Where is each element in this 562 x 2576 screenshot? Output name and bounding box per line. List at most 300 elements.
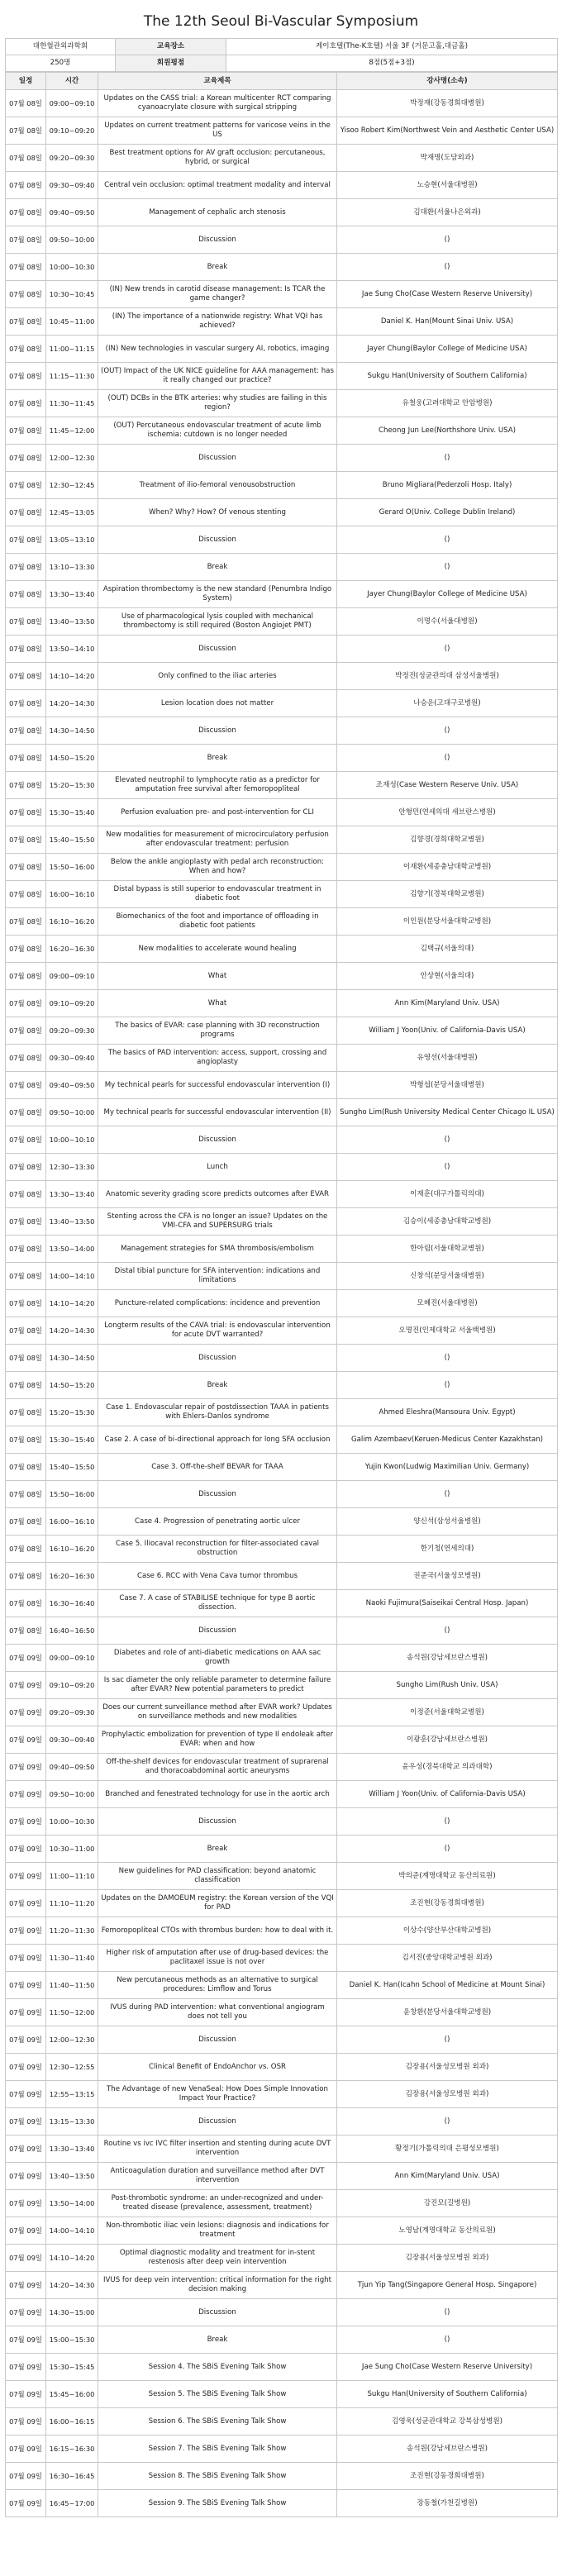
- session-date: 07월 09일: [6, 1863, 46, 1890]
- session-speaker: 유철웅(고려대학교 안암병원): [337, 390, 558, 417]
- session-title: Distal tibial puncture for SFA intervention: indications and limitations: [98, 1263, 337, 1290]
- session-speaker: 윤창환(분당서울대학교병원): [337, 1999, 558, 2026]
- session-time: 14:50~15:20: [46, 1372, 98, 1399]
- session-title: Discussion: [98, 2299, 337, 2326]
- session-date: 07월 08일: [6, 799, 46, 826]
- session-date: 07월 09일: [6, 1836, 46, 1863]
- session-title: (IN) New trends in carotid disease management: Is TCAR the game changer?: [98, 281, 337, 308]
- session-time: 09:30~09:40: [46, 172, 98, 199]
- session-speaker: Tjun Yip Tang(Singapore General Hosp. Singapore): [337, 2272, 558, 2299]
- session-speaker: 이정준(서울대학교병원): [337, 1699, 558, 1726]
- session-title: Femoropopliteal CTOs with thrombus burden: how to deal with it.: [98, 1917, 337, 1945]
- table-row: [6, 308, 558, 336]
- table-row: [6, 1454, 558, 1481]
- table-row: [6, 226, 558, 254]
- session-speaker: 이재훈(대구가톨릭의대): [337, 1181, 558, 1208]
- table-row: [6, 1890, 558, 1917]
- session-date: 07월 09일: [6, 1999, 46, 2026]
- table-row: [6, 745, 558, 772]
- session-date: 07월 08일: [6, 554, 46, 581]
- session-time: 13:40~13:50: [46, 2163, 98, 2190]
- table-row: [6, 1917, 558, 1945]
- session-time: 13:30~13:40: [46, 581, 98, 608]
- table-row: [6, 1045, 558, 1072]
- table-row: [6, 1536, 558, 1563]
- session-date: 07월 08일: [6, 363, 46, 390]
- session-time: 15:50~16:00: [46, 854, 98, 881]
- session-time: 11:30~11:45: [46, 390, 98, 417]
- session-title: My technical pearls for successful endovascular intervention (I): [98, 1072, 337, 1099]
- session-speaker: Galim Azembaev(Keruen-Medicus Center Kazakhstan): [337, 1426, 558, 1454]
- session-time: 09:40~09:50: [46, 199, 98, 226]
- session-title: Case 7. A case of STABILISE technique for type B aortic dissection.: [98, 1590, 337, 1617]
- session-speaker: Ann Kim(Maryland Univ. USA): [337, 2163, 558, 2190]
- session-title: New modalities for measurement of microcirculatory perfusion after endovascular treatment: perfusion: [98, 826, 337, 854]
- session-speaker: Cheong Jun Lee(Northshore Univ. USA): [337, 417, 558, 445]
- session-date: 07월 08일: [6, 826, 46, 854]
- session-time: 10:00~10:30: [46, 1808, 98, 1836]
- session-title: When? Why? How? Of venous stenting: [98, 499, 337, 526]
- header-speaker: 강사명(소속): [337, 73, 558, 90]
- session-time: 16:30~16:40: [46, 1590, 98, 1617]
- session-title: Case 5. Iliocaval reconstruction for filter-associated caval obstruction: [98, 1536, 337, 1563]
- header-title: 교육제목: [98, 73, 337, 90]
- session-speaker: 이명수(서울대병원): [337, 608, 558, 636]
- session-time: 09:00~09:10: [46, 1645, 98, 1672]
- session-title: Discussion: [98, 445, 337, 472]
- session-date: 07월 09일: [6, 1917, 46, 1945]
- session-time: 15:20~15:30: [46, 1399, 98, 1426]
- session-title: Optimal diagnostic modality and treatment for in-stent restenosis after deep vein intervention: [98, 2245, 337, 2272]
- session-date: 07월 08일: [6, 1399, 46, 1426]
- session-date: 07월 09일: [6, 2463, 46, 2490]
- table-row: [6, 2054, 558, 2081]
- session-date: 07월 08일: [6, 1208, 46, 1236]
- session-time: 14:10~14:20: [46, 2245, 98, 2272]
- session-speaker: (): [337, 1372, 558, 1399]
- session-time: 15:30~15:45: [46, 2354, 98, 2381]
- session-speaker: (): [337, 745, 558, 772]
- session-title: (IN) The importance of a nationwide registry: What VQI has achieved?: [98, 308, 337, 336]
- table-row: [6, 1563, 558, 1590]
- session-time: 12:45~13:05: [46, 499, 98, 526]
- table-row: [6, 1399, 558, 1426]
- session-title: New modalities to accelerate wound healing: [98, 936, 337, 963]
- session-time: 10:45~11:00: [46, 308, 98, 336]
- table-row: [6, 936, 558, 963]
- session-time: 11:40~11:50: [46, 1972, 98, 1999]
- session-title: Management strategies for SMA thrombosis/embolism: [98, 1236, 337, 1263]
- session-title: Case 2. A case of bi-directional approach for long SFA occlusion: [98, 1426, 337, 1454]
- session-speaker: 조재성(Case Western Reserve Univ. USA): [337, 772, 558, 799]
- table-row: [6, 1126, 558, 1154]
- session-title: Session 9. The SBiS Evening Talk Show: [98, 2490, 337, 2517]
- page: [5, 0, 557, 2517]
- table-row: [6, 2108, 558, 2136]
- table-row: [6, 1290, 558, 1317]
- table-row: [6, 1099, 558, 1126]
- session-time: 12:30~12:45: [46, 472, 98, 499]
- session-date: 07월 08일: [6, 663, 46, 690]
- session-time: 09:50~10:00: [46, 1781, 98, 1808]
- session-speaker: Sukgu Han(University of Southern California): [337, 363, 558, 390]
- session-time: 10:30~10:45: [46, 281, 98, 308]
- session-time: 15:40~15:50: [46, 1454, 98, 1481]
- table-row: [6, 1508, 558, 1536]
- session-date: 07월 08일: [6, 226, 46, 254]
- session-date: 07월 08일: [6, 963, 46, 990]
- session-speaker: 양신석(삼성서울병원): [337, 1508, 558, 1536]
- session-title: Discussion: [98, 226, 337, 254]
- session-speaker: 김장용(서울성모병원 외과): [337, 2054, 558, 2081]
- session-speaker: 김대환(서울나은외과): [337, 199, 558, 226]
- session-title: The basics of PAD intervention: access, support, crossing and angioplasty: [98, 1045, 337, 1072]
- session-title: Break: [98, 1372, 337, 1399]
- session-time: 15:00~15:30: [46, 2326, 98, 2354]
- session-speaker: 오명진(인제대학교 서울백병원): [337, 1317, 558, 1345]
- table-row: [6, 1808, 558, 1836]
- session-time: 09:00~09:10: [46, 963, 98, 990]
- header-row: [6, 73, 558, 90]
- session-time: 09:50~10:00: [46, 226, 98, 254]
- table-row: [6, 881, 558, 908]
- session-title: Updates on the CASS trial: a Korean multicenter RCT comparing cyanoacrylate closure with surgical stripping: [98, 90, 337, 117]
- session-title: Break: [98, 745, 337, 772]
- session-speaker: (): [337, 1481, 558, 1508]
- session-time: 10:00~10:10: [46, 1126, 98, 1154]
- session-title: Lesion location does not matter: [98, 690, 337, 717]
- session-speaker: 신창석(분당서울대병원): [337, 1263, 558, 1290]
- session-date: 07월 08일: [6, 745, 46, 772]
- session-speaker: (): [337, 1126, 558, 1154]
- table-row: [6, 472, 558, 499]
- session-title: Is sac diameter the only reliable parameter to determine failure after EVAR? New potential parameters to predict: [98, 1672, 337, 1699]
- session-date: 07월 08일: [6, 1508, 46, 1536]
- session-title: Session 5. The SBiS Evening Talk Show: [98, 2381, 337, 2408]
- session-speaker: Sukgu Han(University of Southern California): [337, 2381, 558, 2408]
- session-time: 16:20~16:30: [46, 1563, 98, 1590]
- session-speaker: Gerard O(Univ. College Dublin Ireland): [337, 499, 558, 526]
- session-time: 09:30~09:40: [46, 1045, 98, 1072]
- table-row: [6, 1017, 558, 1045]
- session-date: 07월 09일: [6, 2026, 46, 2054]
- session-speaker: 이인원(분당서울대학교병원): [337, 908, 558, 936]
- session-speaker: 김장용(서울성모병원 외과): [337, 2081, 558, 2108]
- page-title: The 12th Seoul Bi-Vascular Symposium: [143, 13, 419, 30]
- session-speaker: 노영남(계명대학교 동산의료원): [337, 2217, 558, 2245]
- session-title: Break: [98, 554, 337, 581]
- table-row: [6, 2463, 558, 2490]
- session-speaker: (): [337, 226, 558, 254]
- session-title: (IN) New technologies in vascular surgery AI, robotics, imaging: [98, 336, 337, 363]
- session-speaker: 한아림(서울대학교병원): [337, 1236, 558, 1263]
- session-date: 07월 08일: [6, 1454, 46, 1481]
- session-date: 07월 08일: [6, 1563, 46, 1590]
- session-speaker: Jayer Chung(Baylor College of Medicine USA): [337, 336, 558, 363]
- session-date: 07월 09일: [6, 1699, 46, 1726]
- session-date: 07월 08일: [6, 1154, 46, 1181]
- session-speaker: 김향경(경희대학교병원): [337, 826, 558, 854]
- session-speaker: Yujin Kwon(Ludwig Maximilian Univ. Germany): [337, 1454, 558, 1481]
- session-time: 14:10~14:20: [46, 1290, 98, 1317]
- session-title: Puncture-related complications: incidence and prevention: [98, 1290, 337, 1317]
- table-row: [6, 1426, 558, 1454]
- session-date: 07월 08일: [6, 281, 46, 308]
- session-speaker: 노승현(서울대병원): [337, 172, 558, 199]
- session-date: 07월 09일: [6, 1672, 46, 1699]
- session-title: Discussion: [98, 1126, 337, 1154]
- session-time: 14:00~14:10: [46, 2217, 98, 2245]
- session-speaker: Daniel K. Han(Icahn School of Medicine at Mount Sinai): [337, 1972, 558, 1999]
- session-title: Use of pharmacological lysis coupled with mechanical thrombectomy is still required (Boston Angiojet PMT): [98, 608, 337, 636]
- session-speaker: 이상수(양산부산대학교병원): [337, 1917, 558, 1945]
- session-title: (OUT) Impact of the UK NICE guideline for AAA management: has it really changed our practice?: [98, 363, 337, 390]
- session-title: (OUT) Percutaneous endovascular treatment of acute limb ischemia: cutdown is no longer needed: [98, 417, 337, 445]
- session-time: 15:40~15:50: [46, 826, 98, 854]
- organizer: 대한혈관외과학회: [6, 39, 116, 55]
- session-date: 07월 08일: [6, 1345, 46, 1372]
- table-row: [6, 1481, 558, 1508]
- session-title: IVUS during PAD intervention: what conventional angiogram does not tell you: [98, 1999, 337, 2026]
- session-time: 09:20~09:30: [46, 1699, 98, 1726]
- session-speaker: Jae Sung Cho(Case Western Reserve University): [337, 2354, 558, 2381]
- table-row: [6, 772, 558, 799]
- session-time: 13:50~14:10: [46, 636, 98, 663]
- session-date: 07월 08일: [6, 254, 46, 281]
- session-date: 07월 08일: [6, 336, 46, 363]
- session-date: 07월 08일: [6, 1590, 46, 1617]
- session-time: 13:50~14:00: [46, 2190, 98, 2217]
- session-date: 07월 08일: [6, 1481, 46, 1508]
- session-time: 14:20~14:30: [46, 690, 98, 717]
- session-speaker: 안상현(서울의대): [337, 963, 558, 990]
- session-speaker: 박의준(계명대학교 동산의료원): [337, 1863, 558, 1890]
- table-row: [6, 1072, 558, 1099]
- table-row: [6, 854, 558, 881]
- table-row: [6, 1972, 558, 1999]
- session-speaker: Jae Sung Cho(Case Western Reserve University): [337, 281, 558, 308]
- session-time: 12:00~12:30: [46, 2026, 98, 2054]
- session-speaker: 김장용(서울성모병원 외과): [337, 2245, 558, 2272]
- table-row: [6, 2245, 558, 2272]
- session-title: Biomechanics of the foot and importance of offloading in diabetic foot patients: [98, 908, 337, 936]
- session-time: 15:50~16:00: [46, 1481, 98, 1508]
- session-speaker: 나승운(고대구로병원): [337, 690, 558, 717]
- table-row: [6, 445, 558, 472]
- table-row: [6, 90, 558, 117]
- session-speaker: William J Yoon(Univ. of California-Davis USA): [337, 1781, 558, 1808]
- session-date: 07월 09일: [6, 2381, 46, 2408]
- session-time: 14:20~14:30: [46, 2272, 98, 2299]
- session-date: 07월 08일: [6, 390, 46, 417]
- session-speaker: (): [337, 2026, 558, 2054]
- session-date: 07월 09일: [6, 2054, 46, 2081]
- table-row: [6, 2190, 558, 2217]
- table-row: [6, 254, 558, 281]
- session-time: 11:15~11:30: [46, 363, 98, 390]
- session-speaker: 이재환(세종충남대학교병원): [337, 854, 558, 881]
- session-title: Management of cephalic arch stenosis: [98, 199, 337, 226]
- session-date: 07월 08일: [6, 854, 46, 881]
- session-title: IVUS for deep vein intervention: critical information for the right decision making: [98, 2272, 337, 2299]
- session-date: 07월 09일: [6, 2217, 46, 2245]
- table-row: [6, 1645, 558, 1672]
- session-title: Aspiration thrombectomy is the new standard (Penumbra Indigo System): [98, 581, 337, 608]
- session-date: 07월 08일: [6, 199, 46, 226]
- session-speaker: (): [337, 1617, 558, 1645]
- session-date: 07월 08일: [6, 1072, 46, 1099]
- session-time: 09:40~09:50: [46, 1072, 98, 1099]
- session-date: 07월 09일: [6, 1726, 46, 1754]
- session-title: New guidelines for PAD classification: beyond anatomic classification: [98, 1863, 337, 1890]
- session-title: Non-thrombotic iliac vein lesions: diagnosis and indications for treatment: [98, 2217, 337, 2245]
- session-speaker: 김택규(서울의대): [337, 936, 558, 963]
- table-row: [6, 2136, 558, 2163]
- session-title: Diabetes and role of anti-diabetic medications on AAA sac growth: [98, 1645, 337, 1672]
- session-time: 13:05~13:10: [46, 526, 98, 554]
- session-date: 07월 08일: [6, 499, 46, 526]
- session-title: Anatomic severity grading score predicts outcomes after EVAR: [98, 1181, 337, 1208]
- table-row: [6, 363, 558, 390]
- table-row: [6, 2026, 558, 2054]
- session-time: 16:10~16:20: [46, 908, 98, 936]
- table-row: [6, 336, 558, 363]
- table-row: [6, 526, 558, 554]
- credit-value: 8점(5점+3점): [226, 55, 558, 72]
- session-title: Only confined to the iliac arteries: [98, 663, 337, 690]
- session-date: 07월 08일: [6, 90, 46, 117]
- table-row: [6, 1999, 558, 2026]
- session-date: 07월 09일: [6, 2490, 46, 2517]
- info-row: [6, 55, 558, 72]
- session-title: Case 6. RCC with Vena Cava tumor thrombus: [98, 1563, 337, 1590]
- session-time: 13:15~13:30: [46, 2108, 98, 2136]
- table-row: [6, 690, 558, 717]
- table-row: [6, 608, 558, 636]
- session-title: Discussion: [98, 2026, 337, 2054]
- session-time: 15:30~15:40: [46, 799, 98, 826]
- session-date: 07월 09일: [6, 2108, 46, 2136]
- session-time: 09:10~09:20: [46, 117, 98, 145]
- session-date: 07월 08일: [6, 1236, 46, 1263]
- table-row: [6, 2354, 558, 2381]
- session-date: 07월 09일: [6, 2245, 46, 2272]
- session-time: 09:40~09:50: [46, 1754, 98, 1781]
- header-date: 일정: [6, 73, 46, 90]
- session-time: 13:30~13:40: [46, 2136, 98, 2163]
- session-date: 07월 08일: [6, 1372, 46, 1399]
- session-date: 07월 08일: [6, 1126, 46, 1154]
- table-row: [6, 2408, 558, 2436]
- session-date: 07월 08일: [6, 1317, 46, 1345]
- session-speaker: 윤우성(경북대학교 의과대학): [337, 1754, 558, 1781]
- session-time: 11:45~12:00: [46, 417, 98, 445]
- session-date: 07월 09일: [6, 2136, 46, 2163]
- session-date: 07월 09일: [6, 2081, 46, 2108]
- session-speaker: (): [337, 2108, 558, 2136]
- session-date: 07월 09일: [6, 2354, 46, 2381]
- session-title: Clinical Benefit of EndoAnchor vs. OSR: [98, 2054, 337, 2081]
- table-row: [6, 117, 558, 145]
- session-time: 15:20~15:30: [46, 772, 98, 799]
- session-speaker: 김승이(세종충남대학교병원): [337, 1208, 558, 1236]
- session-speaker: 박재명(도담외과): [337, 145, 558, 172]
- session-speaker: (): [337, 1808, 558, 1836]
- session-time: 16:15~16:30: [46, 2436, 98, 2463]
- session-time: 14:10~14:20: [46, 663, 98, 690]
- session-title: Discussion: [98, 526, 337, 554]
- session-title: Discussion: [98, 1481, 337, 1508]
- session-speaker: Ahmed Eleshra(Mansoura Univ. Egypt): [337, 1399, 558, 1426]
- session-date: 07월 08일: [6, 608, 46, 636]
- session-speaker: William J Yoon(Univ. of California-Davis USA): [337, 1017, 558, 1045]
- session-title: Discussion: [98, 636, 337, 663]
- session-time: 10:30~11:00: [46, 1836, 98, 1863]
- table-row: [6, 663, 558, 690]
- session-speaker: (): [337, 1154, 558, 1181]
- session-date: 07월 08일: [6, 526, 46, 554]
- table-row: [6, 199, 558, 226]
- session-title: Case 1. Endovascular repair of postdissection TAAA in patients with Ehlers-Danlos syndrome: [98, 1399, 337, 1426]
- session-title: The Advantage of new VenaSeal: How Does Simple Innovation Impact Your Practice?: [98, 2081, 337, 2108]
- session-time: 12:00~12:30: [46, 445, 98, 472]
- table-row: [6, 799, 558, 826]
- session-speaker: 박정재(강동경희대병원): [337, 90, 558, 117]
- session-time: 15:30~15:40: [46, 1426, 98, 1454]
- session-speaker: 한기청(연세의대): [337, 1536, 558, 1563]
- session-date: 07월 08일: [6, 1263, 46, 1290]
- info-table: [5, 38, 558, 72]
- venue-label: 교육장소: [116, 39, 226, 55]
- session-time: 15:45~16:00: [46, 2381, 98, 2408]
- session-speaker: 조진현(강동경희대병원): [337, 2463, 558, 2490]
- session-time: 09:20~09:30: [46, 145, 98, 172]
- session-time: 11:00~11:15: [46, 336, 98, 363]
- table-row: [6, 390, 558, 417]
- session-date: 07월 08일: [6, 908, 46, 936]
- session-time: 09:50~10:00: [46, 1099, 98, 1126]
- session-speaker: 모혜진(서울대병원): [337, 1290, 558, 1317]
- session-speaker: (): [337, 636, 558, 663]
- session-date: 07월 08일: [6, 445, 46, 472]
- session-title: Treatment of ilio-femoral venousobstruction: [98, 472, 337, 499]
- session-title: The basics of EVAR: case planning with 3D reconstruction programs: [98, 1017, 337, 1045]
- table-row: [6, 1781, 558, 1808]
- session-speaker: 권준국(서울성모병원): [337, 1563, 558, 1590]
- session-title: Does our current surveillance method after EVAR work? Updates on surveillance methods and new modalities: [98, 1699, 337, 1726]
- session-title: Discussion: [98, 717, 337, 745]
- session-speaker: (): [337, 1836, 558, 1863]
- session-time: 12:30~13:30: [46, 1154, 98, 1181]
- session-title: Routine vs ivc IVC filter insertion and stenting during acute DVT intervention: [98, 2136, 337, 2163]
- table-row: [6, 990, 558, 1017]
- table-row: [6, 1181, 558, 1208]
- session-title: My technical pearls for successful endovascular intervention (II): [98, 1099, 337, 1126]
- credit-label: 회원평점: [116, 55, 226, 72]
- session-speaker: (): [337, 526, 558, 554]
- session-speaker: 이광훈(강남세브란스병원): [337, 1726, 558, 1754]
- table-row: [6, 1617, 558, 1645]
- table-row: [6, 1754, 558, 1781]
- session-date: 07월 09일: [6, 1945, 46, 1972]
- session-date: 07월 08일: [6, 881, 46, 908]
- session-speaker: (): [337, 445, 558, 472]
- session-title: Perfusion evaluation pre- and post-intervention for CLI: [98, 799, 337, 826]
- table-row: [6, 2381, 558, 2408]
- session-title: Prophylactic embolization for prevention of type II endoleak after EVAR: when and how: [98, 1726, 337, 1754]
- session-date: 07월 09일: [6, 2408, 46, 2436]
- header-time: 시간: [46, 73, 98, 90]
